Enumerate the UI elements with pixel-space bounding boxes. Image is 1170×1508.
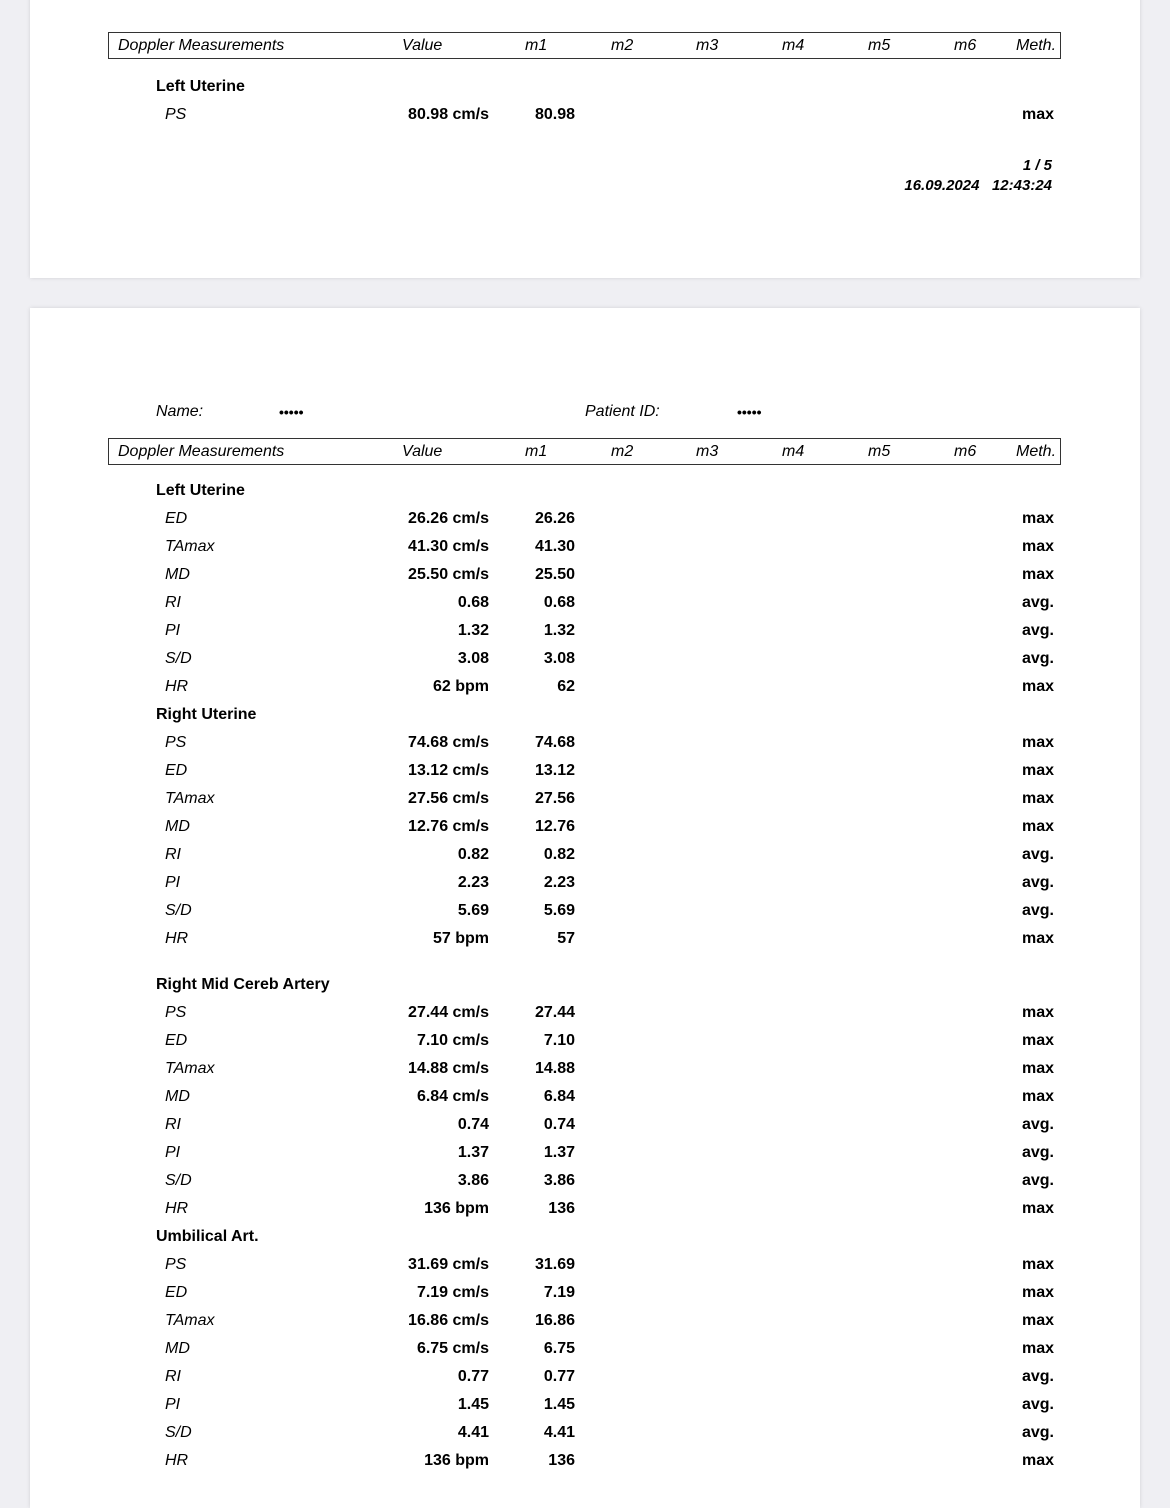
section-heading <box>30 702 1140 730</box>
measurement-m1: 136 <box>548 1452 575 1469</box>
measurement-label: S/D <box>165 1424 192 1441</box>
measurement-value: 0.82 <box>457 846 489 863</box>
measurement-method: avg. <box>1021 1396 1054 1413</box>
table-row <box>30 1420 1140 1448</box>
measurement-label: MD <box>165 818 190 835</box>
measurement-value: 80.98 cm/s <box>408 106 489 123</box>
measurement-label: S/D <box>165 650 192 667</box>
table-row <box>30 618 1140 646</box>
measurement-m1: 3.08 <box>543 650 575 667</box>
header-title: Doppler Measurements <box>118 443 285 460</box>
measurement-value: 25.50 cm/s <box>408 566 489 583</box>
measurement-method: avg. <box>1021 594 1054 611</box>
header-m3: m3 <box>696 37 719 54</box>
measurement-method: avg. <box>1021 1368 1054 1385</box>
header-m6: m6 <box>954 37 977 54</box>
section-heading <box>30 972 1140 1000</box>
measurement-m1: 7.10 <box>543 1032 575 1049</box>
table-row <box>30 1252 1140 1280</box>
measurement-value: 13.12 cm/s <box>408 762 489 779</box>
measurement-value: 41.30 cm/s <box>408 538 489 555</box>
report-page-1 <box>30 0 1140 278</box>
measurement-label: HR <box>165 930 189 947</box>
measurement-method: max <box>1021 734 1054 751</box>
measurement-value: 6.84 cm/s <box>416 1088 489 1105</box>
table-row <box>30 1280 1140 1308</box>
header-m5: m5 <box>868 37 891 54</box>
measurement-value: 62 bpm <box>432 678 489 695</box>
header-meth: Meth. <box>1016 37 1057 54</box>
section-name: Umbilical Art. <box>156 1228 259 1245</box>
measurement-m1: 31.69 <box>534 1256 575 1273</box>
measurement-value: 0.77 <box>457 1368 489 1385</box>
measurement-value: 7.19 cm/s <box>416 1284 489 1301</box>
table-row <box>30 562 1140 590</box>
measurement-list <box>30 74 1140 130</box>
measurement-method: avg. <box>1021 1144 1054 1161</box>
measurement-method: max <box>1021 1340 1054 1357</box>
report-time: 12:43:24 <box>991 177 1052 194</box>
measurement-value: 2.23 <box>457 874 489 891</box>
table-row <box>30 1308 1140 1336</box>
header-m1: m1 <box>525 443 548 460</box>
measurement-label: PI <box>165 622 181 639</box>
measurement-value: 16.86 cm/s <box>408 1312 489 1329</box>
measurement-label: MD <box>165 1088 190 1105</box>
measurement-m1: 16.86 <box>534 1312 575 1329</box>
measurement-value: 136 bpm <box>424 1452 489 1469</box>
header-value: Value <box>402 443 443 460</box>
header-m5: m5 <box>868 443 891 460</box>
table-row <box>30 102 1140 130</box>
measurement-label: RI <box>165 846 181 863</box>
measurement-label: RI <box>165 1368 181 1385</box>
measurement-method: max <box>1021 818 1054 835</box>
measurement-method: avg. <box>1021 846 1054 863</box>
measurement-label: MD <box>165 1340 190 1357</box>
measurement-m1: 74.68 <box>534 734 575 751</box>
table-row <box>30 1140 1140 1168</box>
measurement-method: max <box>1021 930 1054 947</box>
page-number: 1 / 5 <box>1022 157 1052 174</box>
table-row <box>30 1084 1140 1112</box>
table-row <box>30 758 1140 786</box>
measurement-m1: 1.32 <box>543 622 575 639</box>
measurement-label: RI <box>165 594 181 611</box>
measurement-value: 1.45 <box>457 1396 489 1413</box>
measurement-value: 136 bpm <box>424 1200 489 1217</box>
measurement-m1: 57 <box>557 930 575 947</box>
measurement-method: max <box>1021 1004 1054 1021</box>
section-name: Left Uterine <box>156 78 245 95</box>
measurement-method: max <box>1021 1452 1054 1469</box>
measurement-label: S/D <box>165 902 192 919</box>
measurement-list <box>30 478 1140 1476</box>
table-row <box>30 1392 1140 1420</box>
measurement-method: max <box>1021 1088 1054 1105</box>
table-row <box>30 1028 1140 1056</box>
measurement-value: 1.32 <box>457 622 489 639</box>
measurement-m1: 12.76 <box>534 818 575 835</box>
table-row <box>30 1168 1140 1196</box>
measurement-m1: 26.26 <box>534 510 575 527</box>
measurement-value: 0.74 <box>457 1116 489 1133</box>
measurement-label: MD <box>165 566 190 583</box>
measurement-m1: 6.75 <box>543 1340 575 1357</box>
table-row <box>30 842 1140 870</box>
table-row <box>30 814 1140 842</box>
measurement-label: HR <box>165 678 189 695</box>
table-row <box>30 1196 1140 1224</box>
header-m3: m3 <box>696 443 719 460</box>
measurement-m1: 6.84 <box>543 1088 575 1105</box>
table-row <box>30 1112 1140 1140</box>
measurement-m1: 14.88 <box>534 1060 575 1077</box>
measurement-value: 12.76 cm/s <box>408 818 489 835</box>
measurement-method: avg. <box>1021 874 1054 891</box>
measurement-value: 4.41 <box>457 1424 489 1441</box>
measurement-method: max <box>1021 538 1054 555</box>
measurement-m1: 7.19 <box>543 1284 575 1301</box>
measurement-method: max <box>1021 1312 1054 1329</box>
measurement-label: ED <box>165 1284 188 1301</box>
header-value: Value <box>402 37 443 54</box>
measurement-method: max <box>1021 1060 1054 1077</box>
table-row <box>30 1364 1140 1392</box>
measurement-method: max <box>1021 106 1054 123</box>
measurement-value: 3.86 <box>457 1172 489 1189</box>
patient-id-label: Patient ID: <box>585 403 660 420</box>
measurement-m1: 25.50 <box>534 566 575 583</box>
section-name: Right Mid Cereb Artery <box>156 976 330 993</box>
measurement-label: PS <box>165 1256 187 1273</box>
table-row <box>30 730 1140 758</box>
measurement-method: max <box>1021 510 1054 527</box>
measurement-method: max <box>1021 762 1054 779</box>
header-title: Doppler Measurements <box>118 37 285 54</box>
measurement-method: max <box>1021 1284 1054 1301</box>
measurement-method: max <box>1021 1032 1054 1049</box>
measurement-m1: 0.74 <box>543 1116 575 1133</box>
table-row <box>30 926 1140 954</box>
measurement-label: PS <box>165 106 187 123</box>
table-row <box>30 646 1140 674</box>
measurement-method: max <box>1021 1256 1054 1273</box>
measurement-label: TAmax <box>165 790 215 807</box>
table-row <box>30 506 1140 534</box>
table-row <box>30 674 1140 702</box>
measurement-m1: 13.12 <box>534 762 575 779</box>
table-row <box>30 898 1140 926</box>
section-heading <box>30 74 1140 102</box>
section-name: Right Uterine <box>156 706 257 723</box>
measurement-value: 7.10 cm/s <box>416 1032 489 1049</box>
measurement-label: HR <box>165 1200 189 1217</box>
measurement-method: avg. <box>1021 622 1054 639</box>
measurement-label: PI <box>165 1396 181 1413</box>
measurement-m1: 0.82 <box>543 846 575 863</box>
measurement-m1: 62 <box>557 678 575 695</box>
table-row <box>30 1056 1140 1084</box>
header-meth: Meth. <box>1016 443 1057 460</box>
measurement-value: 27.56 cm/s <box>408 790 489 807</box>
table-row <box>30 1336 1140 1364</box>
table-row <box>30 786 1140 814</box>
table-header <box>108 438 1061 465</box>
header-m1: m1 <box>525 37 548 54</box>
measurement-m1: 41.30 <box>534 538 575 555</box>
timestamp <box>904 177 1052 194</box>
measurement-m1: 1.37 <box>543 1144 575 1161</box>
measurement-method: avg. <box>1021 1424 1054 1441</box>
measurement-label: PI <box>165 1144 181 1161</box>
measurement-m1: 27.56 <box>534 790 575 807</box>
section-heading <box>30 1224 1140 1252</box>
measurement-method: max <box>1021 1200 1054 1217</box>
measurement-label: ED <box>165 510 188 527</box>
measurement-m1: 27.44 <box>534 1004 575 1021</box>
measurement-value: 5.69 <box>457 902 489 919</box>
section-heading <box>30 478 1140 506</box>
measurement-label: ED <box>165 1032 188 1049</box>
measurement-method: max <box>1021 566 1054 583</box>
header-m2: m2 <box>611 443 634 460</box>
measurement-method: max <box>1021 678 1054 695</box>
measurement-label: TAmax <box>165 1312 215 1329</box>
measurement-label: HR <box>165 1452 189 1469</box>
measurement-m1: 0.68 <box>543 594 575 611</box>
measurement-method: avg. <box>1021 650 1054 667</box>
header-m4: m4 <box>782 443 805 460</box>
header-m4: m4 <box>782 37 805 54</box>
measurement-label: PI <box>165 874 181 891</box>
measurement-method: avg. <box>1021 902 1054 919</box>
table-row <box>30 870 1140 898</box>
measurement-label: RI <box>165 1116 181 1133</box>
measurement-method: avg. <box>1021 1172 1054 1189</box>
measurement-value: 1.37 <box>457 1144 489 1161</box>
header-m6: m6 <box>954 443 977 460</box>
measurement-m1: 5.69 <box>543 902 575 919</box>
measurement-m1: 0.77 <box>543 1368 575 1385</box>
measurement-m1: 1.45 <box>543 1396 575 1413</box>
report-date: 16.09.2024 <box>904 177 980 194</box>
section-name: Left Uterine <box>156 482 245 499</box>
measurement-value: 27.44 cm/s <box>408 1004 489 1021</box>
measurement-method: max <box>1021 790 1054 807</box>
measurement-label: S/D <box>165 1172 192 1189</box>
measurement-value: 74.68 cm/s <box>408 734 489 751</box>
measurement-value: 3.08 <box>457 650 489 667</box>
table-row <box>30 1000 1140 1028</box>
measurement-method: avg. <box>1021 1116 1054 1133</box>
measurement-value: 31.69 cm/s <box>408 1256 489 1273</box>
measurement-label: TAmax <box>165 1060 215 1077</box>
measurement-m1: 80.98 <box>534 106 575 123</box>
patient-id-value: ••••• <box>737 404 762 420</box>
measurement-value: 26.26 cm/s <box>408 510 489 527</box>
measurement-label: PS <box>165 1004 187 1021</box>
measurement-m1: 136 <box>548 1200 575 1217</box>
header-m2: m2 <box>611 37 634 54</box>
name-value: ••••• <box>279 404 304 420</box>
table-row <box>30 1448 1140 1476</box>
measurement-value: 0.68 <box>457 594 489 611</box>
table-row <box>30 534 1140 562</box>
table-header <box>108 32 1061 59</box>
measurement-label: TAmax <box>165 538 215 555</box>
measurement-m1: 3.86 <box>543 1172 575 1189</box>
measurement-m1: 2.23 <box>543 874 575 891</box>
measurement-value: 6.75 cm/s <box>416 1340 489 1357</box>
report-page-2 <box>30 308 1140 1508</box>
name-label: Name: <box>156 403 204 420</box>
measurement-value: 14.88 cm/s <box>408 1060 489 1077</box>
measurement-label: ED <box>165 762 188 779</box>
table-row <box>30 590 1140 618</box>
measurement-label: PS <box>165 734 187 751</box>
measurement-value: 57 bpm <box>432 930 489 947</box>
measurement-m1: 4.41 <box>543 1424 575 1441</box>
